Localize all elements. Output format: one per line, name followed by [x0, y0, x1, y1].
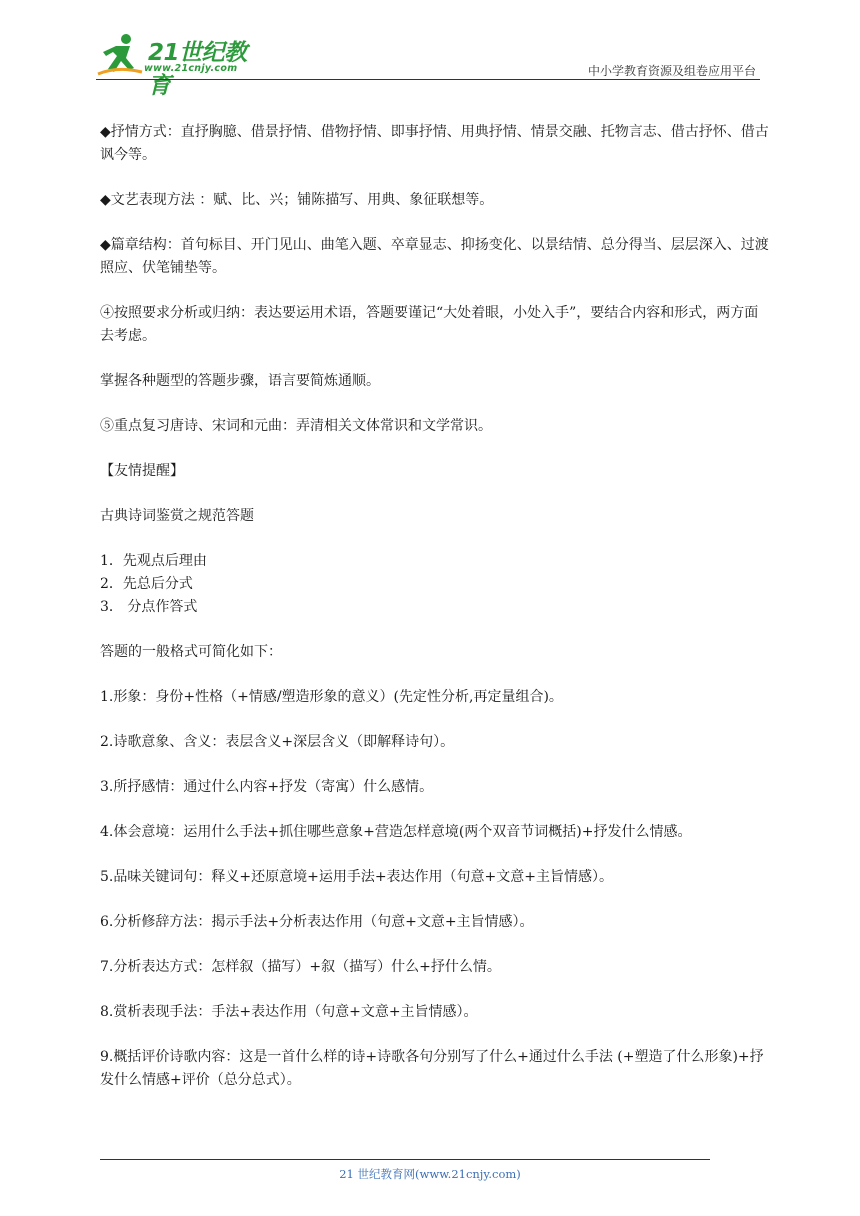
format-item: 8.赏析表现手法：手法+表达作用（句意+文意+主旨情感）。 — [100, 1004, 478, 1020]
logo — [96, 30, 266, 99]
footer-divider — [100, 1159, 710, 1160]
format-item: 5.品味关键词句：释义+还原意境+运用手法+表达作用（句意+文意+主旨情感）。 — [100, 869, 614, 885]
paragraph-steps: 掌握各种题型的答题步骤，语言要简炼通顺。 — [100, 373, 380, 389]
format-item: 4.体会意境：运用什么手法+抓住哪些意象+营造怎样意境(两个双音节词概括)+抒发什么情感。 — [100, 824, 692, 840]
section-heading-reminder: 【友情提醒】 — [100, 463, 184, 479]
format-item: 7.分析表达方式：怎样叙（描写）+叙（描写）什么+抒什么情。 — [100, 959, 501, 975]
runner-logo-icon — [96, 30, 148, 78]
format-item: 1.形象：身份+性格（+情感/塑造形象的意义）(先定性分析,再定量组合)。 — [100, 689, 563, 705]
format-item: 9.概括评价诗歌内容：这是一首什么样的诗+诗歌各句分别写了什么+通过什么手法 (+塑造了什么形象)+抒发什么情感+评价（总分总式）。 — [100, 1049, 764, 1088]
section-title: 古典诗词鉴赏之规范答题 — [100, 508, 254, 524]
paragraph-format-intro: 答题的一般格式可简化如下： — [100, 644, 282, 660]
list-item: 1．先观点后理由 — [100, 553, 207, 569]
format-item: 6.分析修辞方法：揭示手法+分析表达作用（句意+文意+主旨情感）。 — [100, 914, 534, 930]
paragraph-lyric-methods: ◆抒情方式：直抒胸臆、借景抒情、借物抒情、即事抒情、用典抒情、情景交融、托物言志、借古抒怀、借古讽今等。 — [100, 124, 769, 163]
list-item: 2．先总后分式 — [100, 576, 193, 592]
paragraph-expression-methods: ◆文艺表现方法 ：赋、比、兴；铺陈描写、用典、象征联想等。 — [100, 192, 494, 208]
document-body — [100, 121, 772, 1114]
logo-text: 21世纪教育 — [148, 40, 247, 99]
format-item: 3.所抒感情：通过什么内容+抒发（寄寓）什么感情。 — [100, 779, 434, 795]
header-divider — [96, 79, 760, 80]
paragraph-review: ⑤重点复习唐诗、宋词和元曲：弄清相关文体常识和文学常识。 — [100, 418, 492, 434]
list-item: 3． 分点作答式 — [100, 599, 198, 615]
paragraph-structure: ◆篇章结构：首句标目、开门见山、曲笔入题、卒章显志、抑扬变化、以景结情、总分得当、层层深入、过渡照应、伏笔铺垫等。 — [100, 237, 769, 276]
page-header — [96, 30, 760, 99]
footer-link[interactable]: 21 世纪教育网(www.21cnjy.com) — [339, 1167, 521, 1181]
platform-name: 中小学教育资源及组卷应用平台 — [587, 64, 756, 78]
logo-url: www.21cnjy.com — [144, 63, 238, 74]
numbered-list — [100, 550, 772, 619]
format-item: 2.诗歌意象、含义：表层含义+深层含义（即解释诗句）。 — [100, 734, 455, 750]
paragraph-analysis: ④按照要求分析或归纳：表达要运用术语，答题要谨记“大处着眼，小处入手”，要结合内容和形式，两方面去考虑。 — [100, 305, 759, 344]
